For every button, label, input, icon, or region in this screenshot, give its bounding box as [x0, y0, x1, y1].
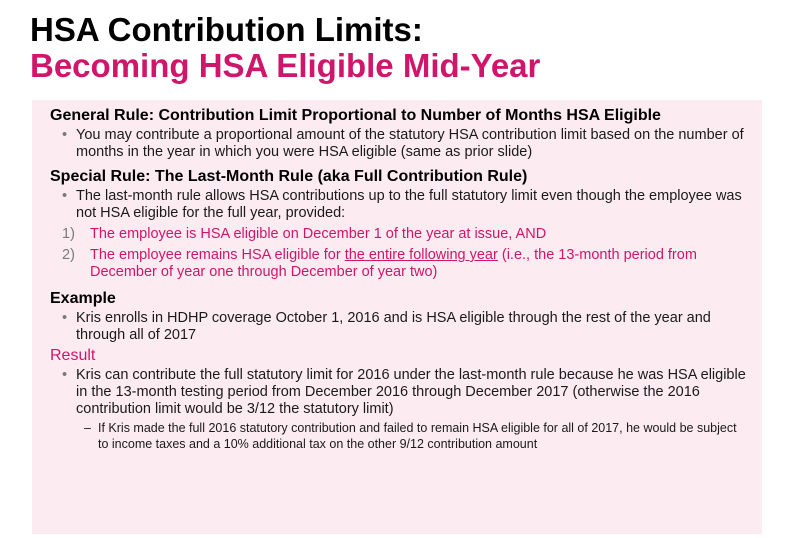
example-heading: Example: [50, 290, 116, 307]
example-bullet: [50, 310, 750, 344]
title-line-1: HSA Contribution Limits:: [30, 11, 423, 48]
bullet-icon: •: [62, 188, 68, 204]
title-line-2: Becoming HSA Eligible Mid-Year: [30, 47, 541, 84]
result-text: Kris can contribute the full statutory limit for 2016 under the last-month rule because he was HSA eligible in the 13-month testing period from December 2016 through December 2017 (otherwise the 2016 contribution limit would be 3/12 the statutory limit): [76, 367, 746, 417]
example-text: Kris enrolls in HDHP coverage October 1, 2016 and is HSA eligible through the rest of the year and through all of 2017: [76, 310, 711, 343]
condition-text: The employee is HSA eligible on December 1 of the year at issue, AND: [90, 226, 547, 242]
condition-text-pre: The employee remains HSA eligible for: [90, 247, 345, 263]
special-rule-text: The last-month rule allows HSA contributions up to the full statutory limit even though the employee was not HSA eligible for the full year, provided:: [76, 188, 742, 221]
result-sub-bullet: [50, 420, 750, 452]
dash-icon: –: [84, 421, 91, 435]
condition-text-underlined: the entire following year: [344, 247, 498, 263]
condition-item-1: [50, 226, 750, 243]
bullet-icon: •: [62, 127, 68, 143]
condition-text-post: (i.e., the 13-month period from December of year one through December of year two): [90, 247, 697, 280]
special-rule-heading: Special Rule: The Last-Month Rule (aka Full Contribution Rule): [50, 168, 528, 185]
special-rule-bullet: [50, 188, 750, 222]
general-rule-heading: General Rule: Contribution Limit Proportional to Number of Months HSA Eligible: [50, 107, 661, 124]
content-body: [50, 106, 750, 452]
result-heading: Result: [50, 347, 96, 364]
general-rule-text: You may contribute a proportional amount of the statutory HSA contribution limit based on the number of months in the year in which you were HSA eligible (same as prior slide): [76, 127, 744, 160]
bullet-icon: •: [62, 310, 68, 326]
condition-marker: 1): [62, 226, 75, 242]
condition-item-2: [50, 247, 750, 281]
result-sub-text: If Kris made the full 2016 statutory contribution and failed to remain HSA eligible for all of 2017, he would be subject to income taxes and a 10% additional tax on the other 9/12 contribution amount: [98, 421, 737, 451]
slide-title: [30, 12, 770, 84]
condition-marker: 2): [62, 247, 75, 263]
bullet-icon: •: [62, 367, 68, 383]
result-bullet: [50, 367, 750, 418]
general-rule-bullet: [50, 127, 750, 161]
